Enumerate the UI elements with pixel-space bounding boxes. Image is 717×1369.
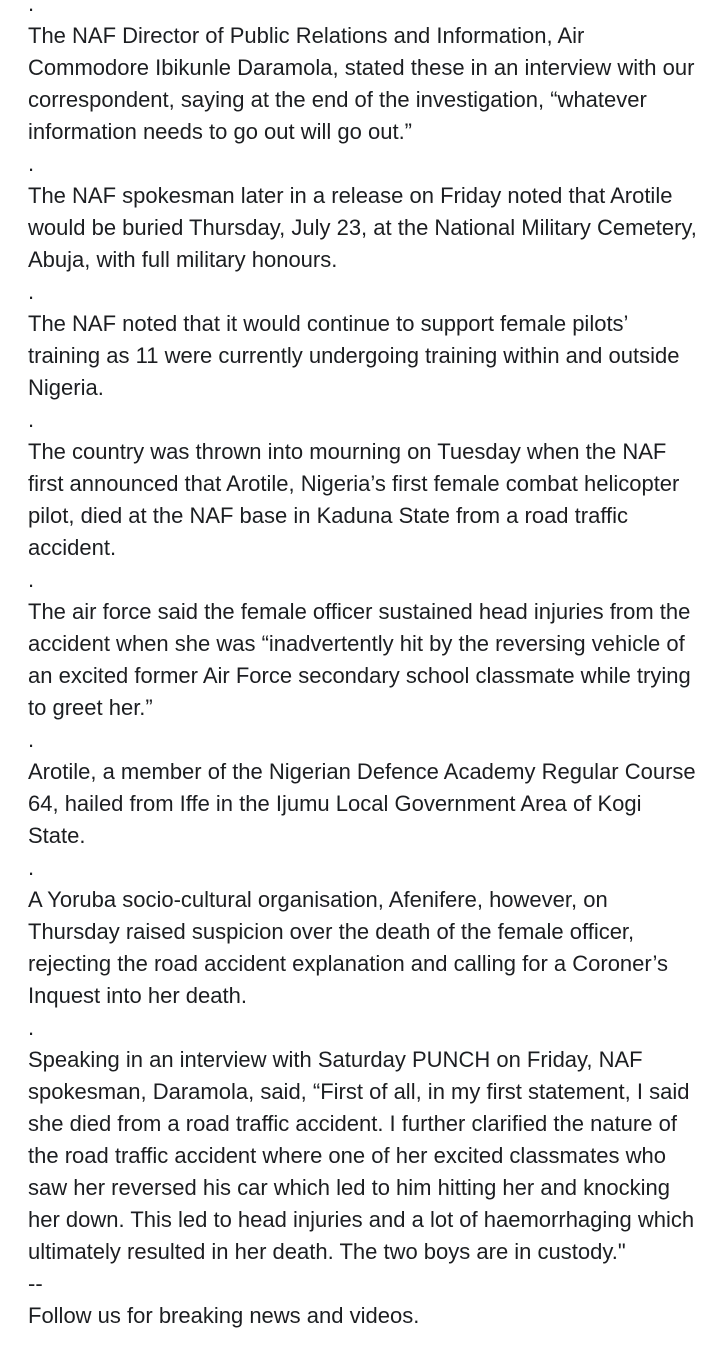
separator-dot: .	[28, 0, 35, 16]
paragraph-female-pilots: The NAF noted that it would continue to support female pilots’ training as 11 were currently undergoing training within and outside Nigeria.	[28, 311, 680, 400]
separator-dot: .	[28, 279, 35, 304]
separator-dashes: --	[28, 1271, 43, 1296]
paragraph-head-injuries: The air force said the female officer sustained head injuries from the accident when she was “inadvertently hit by the reversing vehicle of an excited former Air Force secondary school classmate while trying to greet her.”	[28, 599, 691, 720]
paragraph-daramola-statement: The NAF Director of Public Relations and Information, Air Commodore Ibikunle Daramola, stated these in an interview with our correspondent, saying at the end of the investigation, “whatever information needs to go out will go out.”	[28, 23, 695, 144]
paragraph-burial: The NAF spokesman later in a release on Friday noted that Arotile would be buried Thursday, July 23, at the National Military Cemetery, Abuja, with full military honours.	[28, 183, 697, 272]
separator-dot: .	[28, 567, 35, 592]
footer-follow-text: Follow us for breaking news and videos.	[28, 1303, 420, 1328]
separator-dot: .	[28, 727, 35, 752]
paragraph-afenifere: A Yoruba socio-cultural organisation, Afenifere, however, on Thursday raised suspicion over the death of the female officer, rejecting the road accident explanation and calling for a Coroner’s Inquest into her death.	[28, 887, 669, 1008]
paragraph-mourning: The country was thrown into mourning on Tuesday when the NAF first announced that Arotile, Nigeria’s first female combat helicopter pilot, died at the NAF base in Kaduna State from a road traffic accident.	[28, 439, 680, 560]
paragraph-background: Arotile, a member of the Nigerian Defence Academy Regular Course 64, hailed from Iffe in the Ijumu Local Government Area of Kogi State.	[28, 759, 696, 848]
paragraph-punch-interview: Speaking in an interview with Saturday PUNCH on Friday, NAF spokesman, Daramola, said, “First of all, in my first statement, I said she died from a road traffic accident. I further clarified the nature of the road traffic accident where one of her excited classmates who saw her reversed his car which led to him hitting her and knocking her down. This led to head injuries and a lot of haemorrhaging which ultimately resulted in her death. The two boys are in custody."	[28, 1047, 695, 1264]
separator-dot: .	[28, 407, 35, 432]
separator-dot: .	[28, 855, 35, 880]
separator-dot: .	[28, 1015, 35, 1040]
post-body	[28, 0, 698, 1332]
separator-dot: .	[28, 151, 35, 176]
